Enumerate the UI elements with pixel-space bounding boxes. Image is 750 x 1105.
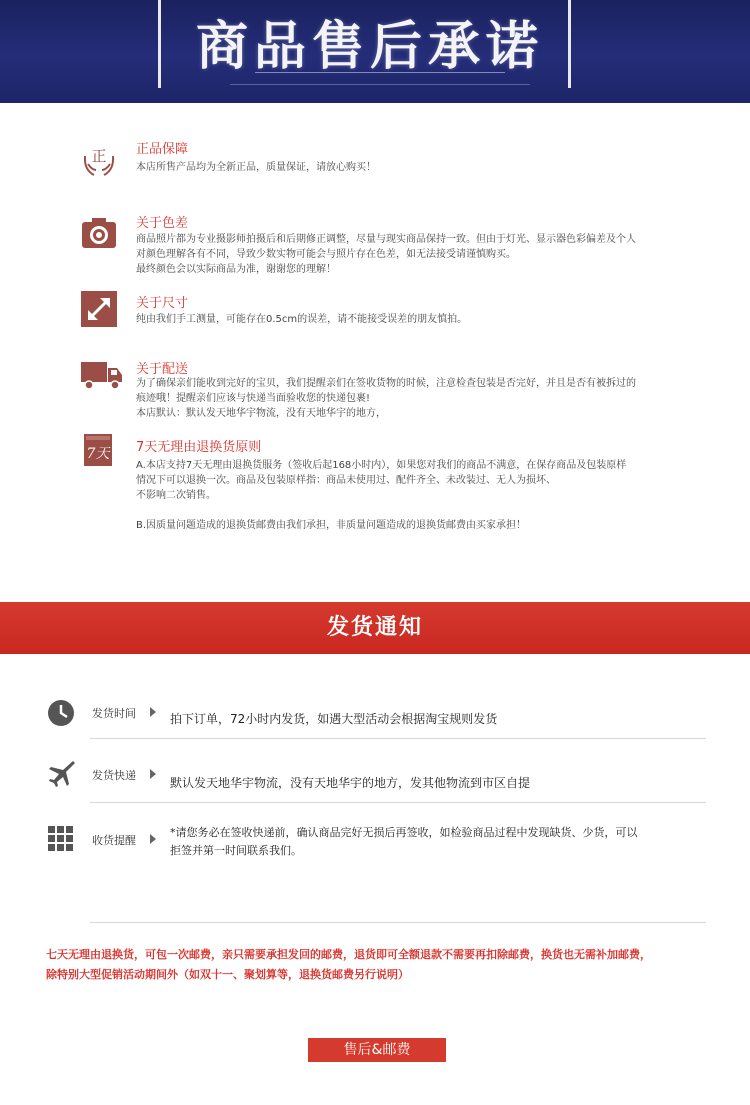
svg-text:7天: 7天 (86, 446, 110, 462)
after-sale-shipping-button[interactable]: 售后&邮费 (308, 1038, 446, 1062)
chevron-right-icon (150, 834, 156, 844)
airplane-icon (46, 758, 76, 788)
clock-icon (46, 698, 76, 728)
banner-bar-left (158, 0, 161, 88)
genuine-hands-icon (80, 140, 118, 178)
banner-subline (255, 72, 505, 73)
row-text: 拍下订单，72小时内发货，如遇大型活动会根据淘宝规则发货 (170, 712, 498, 726)
chevron-right-icon (150, 707, 156, 717)
row-divider (90, 802, 706, 803)
section-body: 本店所售产品均为全新正品，质量保证，请放心购买！ (136, 162, 376, 173)
section-head: 关于色差 (136, 216, 189, 231)
resize-arrow-icon (80, 290, 118, 328)
section-body: A.本店支持7天无理由退换货服务（签收后起168小时内），如果您对我们的商品不满意，在保存商品及包装原样 情况下可以退换一次。商品及包装原样指：商品未使用过、配件齐全、未改装过、无人为损坏、 不影响二次销售。 B.因质量问题造成的退换货邮费由我们承担，非质量问题造成的退换货邮费由买家承担！ (136, 460, 627, 531)
return-shipping-notice: 七天无理由退换货，可包一次邮费，亲只需要承担发回的邮费，退货即可全额退款不需要再扣除邮费，换货也无需补加邮费， 除特别大型促销活动期间外（如双十一、聚划算等，退换货邮费另行说明） (46, 948, 651, 981)
row-text: 默认发天地华宇物流，没有天地华宇的地方，发其他物流到市区自提 (170, 776, 531, 790)
row-label: 收货提醒 (92, 834, 136, 847)
grid-icon (46, 824, 76, 854)
svg-text:正: 正 (91, 147, 107, 165)
banner-subline (230, 84, 530, 85)
section-body: 商品照片都为专业摄影师拍摄后和后期修正调整，尽量与现实商品保持一致。但由于灯光、显示器色彩偏差及个人 对颜色理解各有不同，导致少数实物可能会与照片存在色差，如无法接受请谨慎购买。 最终颜色会以实际商品为准，谢谢您的理解！ (136, 234, 636, 275)
section-body: 为了确保亲们能收到完好的宝贝，我们提醒亲们在签收货物的时候，注意检查包装是否完好，并且是否有被拆过的 痕迹哦！提醒亲们应该与快递当面验收您的快递包裹! 本店默认：默认发天地华宇物流，没有天地华宇的地方， (136, 378, 636, 419)
delivery-truck-icon (80, 356, 124, 394)
section-head: 关于尺寸 (136, 296, 189, 311)
section-body: 纯由我们手工测量，可能存在0.5cm的误差，请不能接受误差的朋友慎拍。 (136, 314, 468, 325)
chevron-right-icon (150, 769, 156, 779)
row-divider (90, 738, 706, 739)
camera-icon (80, 214, 118, 252)
row-label: 发货时间 (92, 707, 136, 720)
row-label: 发货快递 (92, 769, 136, 782)
shipping-notice-banner: 发货通知 (0, 602, 750, 654)
row-divider (90, 922, 706, 923)
calendar-7days-icon (80, 432, 118, 470)
banner-title: 商品售后承诺 (195, 16, 544, 77)
section-head: 7天无理由退换货原则 (136, 440, 262, 455)
section-head: 正品保障 (136, 142, 189, 157)
header-banner (0, 0, 750, 103)
section-head: 关于配送 (136, 362, 189, 377)
row-text: *请您务必在签收快递前，确认商品完好无损后再签收，如检验商品过程中发现缺货、少货，可以 拒签并第一时间联系我们。 (170, 826, 638, 857)
